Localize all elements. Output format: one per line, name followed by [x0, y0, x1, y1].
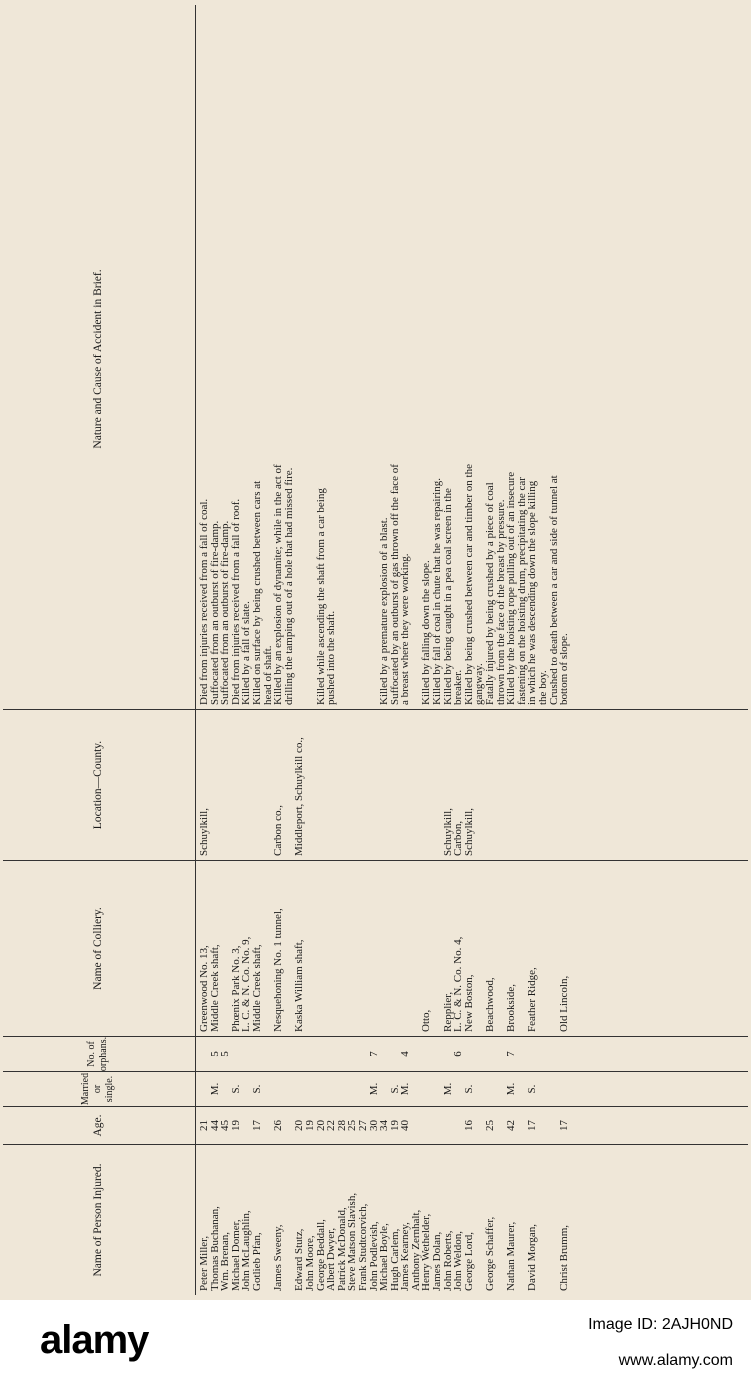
person-age: 22 [325, 1120, 338, 1131]
location-county [358, 710, 369, 860]
accident-cause: Fatally injured by being crushed by a piece of coal [484, 482, 497, 705]
header-cause: Nature and Cause of Accident in Brief. [91, 269, 104, 449]
marital-status [316, 1072, 327, 1106]
location-county [400, 710, 411, 860]
person-name: Edward Stutz, [293, 1228, 306, 1291]
orphan-count [199, 1037, 210, 1071]
colliery-name [369, 861, 380, 1036]
person-name: Gotlieb Pfan, [250, 1232, 263, 1291]
person-name: Wm. Brenan, [219, 1232, 232, 1291]
person-age [538, 1107, 549, 1144]
person-name: John McLaughlin, [240, 1210, 253, 1291]
person-name: James Sweeny, [272, 1224, 285, 1291]
location-county [220, 710, 231, 860]
person-name: Albert Dwyer, [325, 1227, 338, 1291]
marital-status: M. [441, 1082, 454, 1096]
marital-status [294, 1072, 305, 1106]
person-age: 20 [314, 1120, 327, 1131]
location-county [538, 710, 549, 860]
accident-cause: pushed into the shaft. [325, 610, 338, 705]
accident-cause: Killed by a premature explosion of a blast. [378, 517, 391, 705]
location-county [517, 710, 528, 860]
accident-cause: Killed by falling down the slope. [420, 560, 433, 705]
marital-status [273, 1072, 284, 1106]
accident-cause: in which he was descending down the slope killing [526, 480, 539, 705]
marital-status [559, 1072, 570, 1106]
marital-status [474, 1072, 485, 1106]
location-county: Carbon, [452, 820, 465, 856]
orphan-count [549, 1037, 560, 1071]
person-age: 17 [250, 1120, 263, 1131]
orphan-count [379, 1037, 390, 1071]
person-name: James Dolan, [431, 1231, 444, 1291]
person-age: 17 [526, 1120, 539, 1131]
location-county [527, 710, 538, 860]
header-location: Location—County. [91, 740, 104, 830]
person-name [538, 1145, 549, 1295]
accident-cause: Killed while ascending the shaft from a car being [314, 488, 327, 705]
accident-cause: Suffocated from an outburst of fire-damp. [219, 520, 232, 705]
orphan-count: 7 [505, 1051, 518, 1057]
marital-status: S. [526, 1084, 539, 1094]
colliery-list [199, 861, 570, 1036]
person-name: David Morgan, [526, 1223, 539, 1291]
location-county [252, 710, 263, 860]
person-age [443, 1107, 454, 1144]
person-name: George Beddall, [314, 1219, 327, 1291]
location-county [231, 710, 242, 860]
location-county [390, 710, 401, 860]
marital-status: S. [462, 1084, 475, 1094]
accident-cause: Died from injuries received from a fall of roof. [229, 498, 242, 705]
col-location [3, 710, 748, 860]
header-name: Name of Person Injured. [91, 1163, 104, 1277]
person-age: 20 [293, 1120, 306, 1131]
colliery-name [316, 861, 327, 1036]
accident-cause: Killed by fall of coal in chute that he was repairing. [431, 478, 444, 705]
marital-status: M. [399, 1082, 412, 1096]
location-county: Schuylkill, [462, 808, 475, 856]
person-age: 42 [505, 1120, 518, 1131]
person-age: 19 [388, 1120, 401, 1131]
person-name: James Kearney, [399, 1222, 412, 1291]
orphan-count [252, 1037, 263, 1071]
orphan-count [305, 1037, 316, 1071]
marital-status: S. [388, 1084, 401, 1094]
person-age: 45 [219, 1120, 232, 1131]
person-name: George Lord, [462, 1231, 475, 1291]
marital-status [421, 1072, 432, 1106]
location-list [199, 710, 570, 860]
orphan-count [326, 1037, 337, 1071]
orphan-count [464, 1037, 475, 1071]
accident-cause: Died from injuries received from a fall of coal. [198, 498, 210, 705]
orphan-count [231, 1037, 242, 1071]
person-name: Steve Matson Slavish, [346, 1192, 359, 1291]
colliery-name: Middle Creek shaft, [208, 944, 221, 1032]
location-county: Middleport, Schuylkill co., [293, 737, 306, 856]
accident-cause: a breast where they were working. [399, 553, 412, 705]
location-county [559, 710, 570, 860]
person-name: George Schaffer, [484, 1216, 497, 1291]
location-county [305, 710, 316, 860]
colliery-name: Otto, [420, 1009, 433, 1032]
accident-cause: Suffocated from an outburst of fire-damp. [208, 520, 221, 705]
orphan-count [347, 1037, 358, 1071]
person-name: Anthony Zernhalt, [409, 1209, 422, 1291]
header-orphans: No. of orphans. [86, 1036, 109, 1072]
location-county [549, 710, 560, 860]
colliery-name: Nesquehoning No. 1 tunnel, [272, 908, 285, 1032]
marital-status [358, 1072, 369, 1106]
colliery-name [337, 861, 348, 1036]
person-age: 28 [335, 1120, 348, 1131]
age-list [199, 1107, 570, 1144]
colliery-name [326, 861, 337, 1036]
colliery-name [538, 861, 549, 1036]
marital-status: M. [367, 1082, 380, 1096]
person-name: John Roberts, [441, 1230, 454, 1291]
colliery-name: Feather Ridge, [526, 967, 539, 1032]
person-age: 16 [462, 1120, 475, 1131]
orphan-count: 7 [367, 1051, 380, 1057]
location-county [369, 710, 380, 860]
orphan-count: 5 [208, 1051, 221, 1057]
marital-status [305, 1072, 316, 1106]
accident-cause: Crushed to death between a car and side of tunnel at [547, 475, 560, 705]
person-age: 19 [303, 1120, 316, 1131]
person-name: Michael Boyle, [378, 1223, 391, 1291]
name-list [199, 1145, 570, 1295]
accident-cause: Killed on surface by being crushed between cars at [250, 480, 263, 705]
orphan-count [527, 1037, 538, 1071]
person-name: John Podlevish, [367, 1221, 380, 1291]
orphan-count [411, 1037, 422, 1071]
marital-status [199, 1072, 210, 1106]
col-colliery [3, 861, 748, 1036]
col-married [3, 1072, 748, 1106]
person-name: Frank Studtcorvich, [356, 1203, 369, 1291]
colliery-name [358, 861, 369, 1036]
person-name: Hugh Carlem, [388, 1228, 401, 1291]
person-name: Nathan Maurer, [505, 1221, 518, 1291]
stock-image-id: Image ID: 2AJH0ND [588, 1316, 733, 1333]
orphan-count [337, 1037, 348, 1071]
person-age: 40 [399, 1120, 412, 1131]
orphan-count [517, 1037, 528, 1071]
marital-status [549, 1072, 560, 1106]
accident-cause: drilling the tamping out of a hole that had missed fire. [282, 467, 295, 705]
location-county: Schuylkill, [441, 808, 454, 856]
colliery-name: L. C. & N. Co. No. 4, [452, 936, 465, 1032]
header-married: Married or single. [80, 1072, 115, 1106]
location-county [241, 710, 252, 860]
col-name [3, 1145, 748, 1295]
person-name: Thomas Buchanan, [208, 1206, 221, 1291]
person-age: 21 [198, 1120, 210, 1131]
stock-url: www.alamy.com [618, 1352, 733, 1369]
colliery-name [347, 861, 358, 1036]
orphan-count: 5 [219, 1051, 232, 1057]
location-county [316, 710, 327, 860]
col-age [3, 1107, 748, 1144]
colliery-name: Repplier, [441, 991, 454, 1032]
colliery-name [400, 861, 411, 1036]
colliery-name [390, 861, 401, 1036]
person-age: 44 [208, 1120, 221, 1131]
marital-status: S. [250, 1084, 263, 1094]
married-list [199, 1072, 570, 1106]
location-county [474, 710, 485, 860]
orphan-count [474, 1037, 485, 1071]
location-county: Carbon co., [272, 804, 285, 856]
accident-cause [337, 9, 348, 709]
colliery-name: Beachwood, [484, 977, 497, 1032]
person-name: John Weldon, [452, 1230, 465, 1291]
accident-cause [358, 9, 369, 709]
orphan-count [263, 1037, 274, 1071]
accident-cause [347, 9, 358, 709]
location-county [496, 710, 507, 860]
orphan-count: 6 [452, 1051, 465, 1057]
cause-list [199, 9, 570, 709]
accident-cause: thrown from the face of the breast by pressure. [494, 499, 507, 705]
marital-status: M. [505, 1082, 518, 1096]
accident-cause: gangway. [473, 663, 486, 705]
location-county [379, 710, 390, 860]
location-county [485, 710, 496, 860]
location-county [347, 710, 358, 860]
accident-cause [305, 9, 316, 709]
colliery-name [305, 861, 316, 1036]
accident-cause: Killed by being caught in a pea coal screen in the [441, 488, 454, 705]
person-name: Patrick McDonald, [335, 1207, 348, 1291]
location-county: Schuylkill, [198, 808, 210, 856]
person-age: 25 [484, 1120, 497, 1131]
person-age: 26 [272, 1120, 285, 1131]
marital-status [263, 1072, 274, 1106]
accident-cause: Killed by an explosion of dynamite; while in the act of [272, 464, 285, 705]
colliery-name: New Boston, [462, 974, 475, 1032]
accident-cause: Killed by a fall of slate. [240, 601, 253, 705]
col-orphans [3, 1037, 748, 1071]
accident-cause: the boy. [537, 670, 549, 705]
marital-status [411, 1072, 422, 1106]
person-age: 34 [378, 1120, 391, 1131]
marital-status [337, 1072, 348, 1106]
orphan-count [432, 1037, 443, 1071]
colliery-name: Brookside, [505, 984, 518, 1032]
person-age: 19 [229, 1120, 242, 1131]
orphan-count [485, 1037, 496, 1071]
accident-cause: bottom of slope. [558, 633, 571, 705]
colliery-name: Old Lincoln, [558, 975, 571, 1032]
marital-status [538, 1072, 549, 1106]
orphan-count [284, 1037, 295, 1071]
person-name: Michael Domer, [229, 1219, 242, 1291]
accident-cause: Killed by being crushed between car and timber on the [462, 463, 475, 705]
colliery-name: Greenwood No. 13, [198, 945, 210, 1032]
colliery-name: L. C. & N. Co. No. 9, [240, 936, 253, 1032]
location-county [421, 710, 432, 860]
accident-cause: breaker. [452, 669, 465, 705]
marital-status [347, 1072, 358, 1106]
accident-cause: head of shaft. [261, 645, 274, 705]
orphans-list [199, 1037, 570, 1071]
colliery-name: Kaska William shaft, [293, 939, 306, 1032]
location-county [506, 710, 517, 860]
header-age: Age. [91, 1114, 104, 1137]
orphan-count [421, 1037, 432, 1071]
orphan-count [294, 1037, 305, 1071]
marital-status [326, 1072, 337, 1106]
colliery-name [379, 861, 390, 1036]
location-county [337, 710, 348, 860]
person-name: Christ Brumm, [558, 1224, 571, 1291]
person-age: 30 [367, 1120, 380, 1131]
marital-status [284, 1072, 295, 1106]
colliery-name: Phœnix Park No. 3, [229, 945, 242, 1032]
accident-cause: Killed by the hoisting rope pulling out of an insecure [505, 471, 518, 705]
location-county [210, 710, 221, 860]
marital-status [485, 1072, 496, 1106]
accident-cause [294, 9, 305, 709]
orphan-count [559, 1037, 570, 1071]
person-name: Peter Miller, [198, 1235, 210, 1291]
col-cause [3, 9, 748, 709]
orphan-count [538, 1037, 549, 1071]
location-county [411, 710, 422, 860]
orphan-count [273, 1037, 284, 1071]
person-age: 17 [558, 1120, 571, 1131]
person-age [432, 1107, 443, 1144]
orphan-count: 4 [399, 1051, 412, 1057]
orphan-count [358, 1037, 369, 1071]
alamy-logo: alamy [40, 1318, 149, 1362]
person-age [411, 1107, 422, 1144]
header-colliery: Name of Colliery. [91, 907, 104, 990]
orphan-count [241, 1037, 252, 1071]
marital-status: S. [229, 1084, 242, 1094]
person-age: 27 [356, 1120, 369, 1131]
location-county [326, 710, 337, 860]
accident-cause: fastening on the hoisting drum, precipitating the car [515, 477, 528, 705]
marital-status: M. [208, 1082, 221, 1096]
accident-table [3, 5, 748, 1295]
orphan-count [316, 1037, 327, 1071]
person-name: John Moore, [303, 1235, 316, 1291]
person-age [421, 1107, 432, 1144]
colliery-name: Middle Creek shaft, [250, 944, 263, 1032]
person-name: Henry Wethelder, [420, 1213, 433, 1291]
person-age: 25 [346, 1120, 359, 1131]
accident-cause: Suffocated by an outburst of gas thrown off the face of [388, 464, 401, 705]
